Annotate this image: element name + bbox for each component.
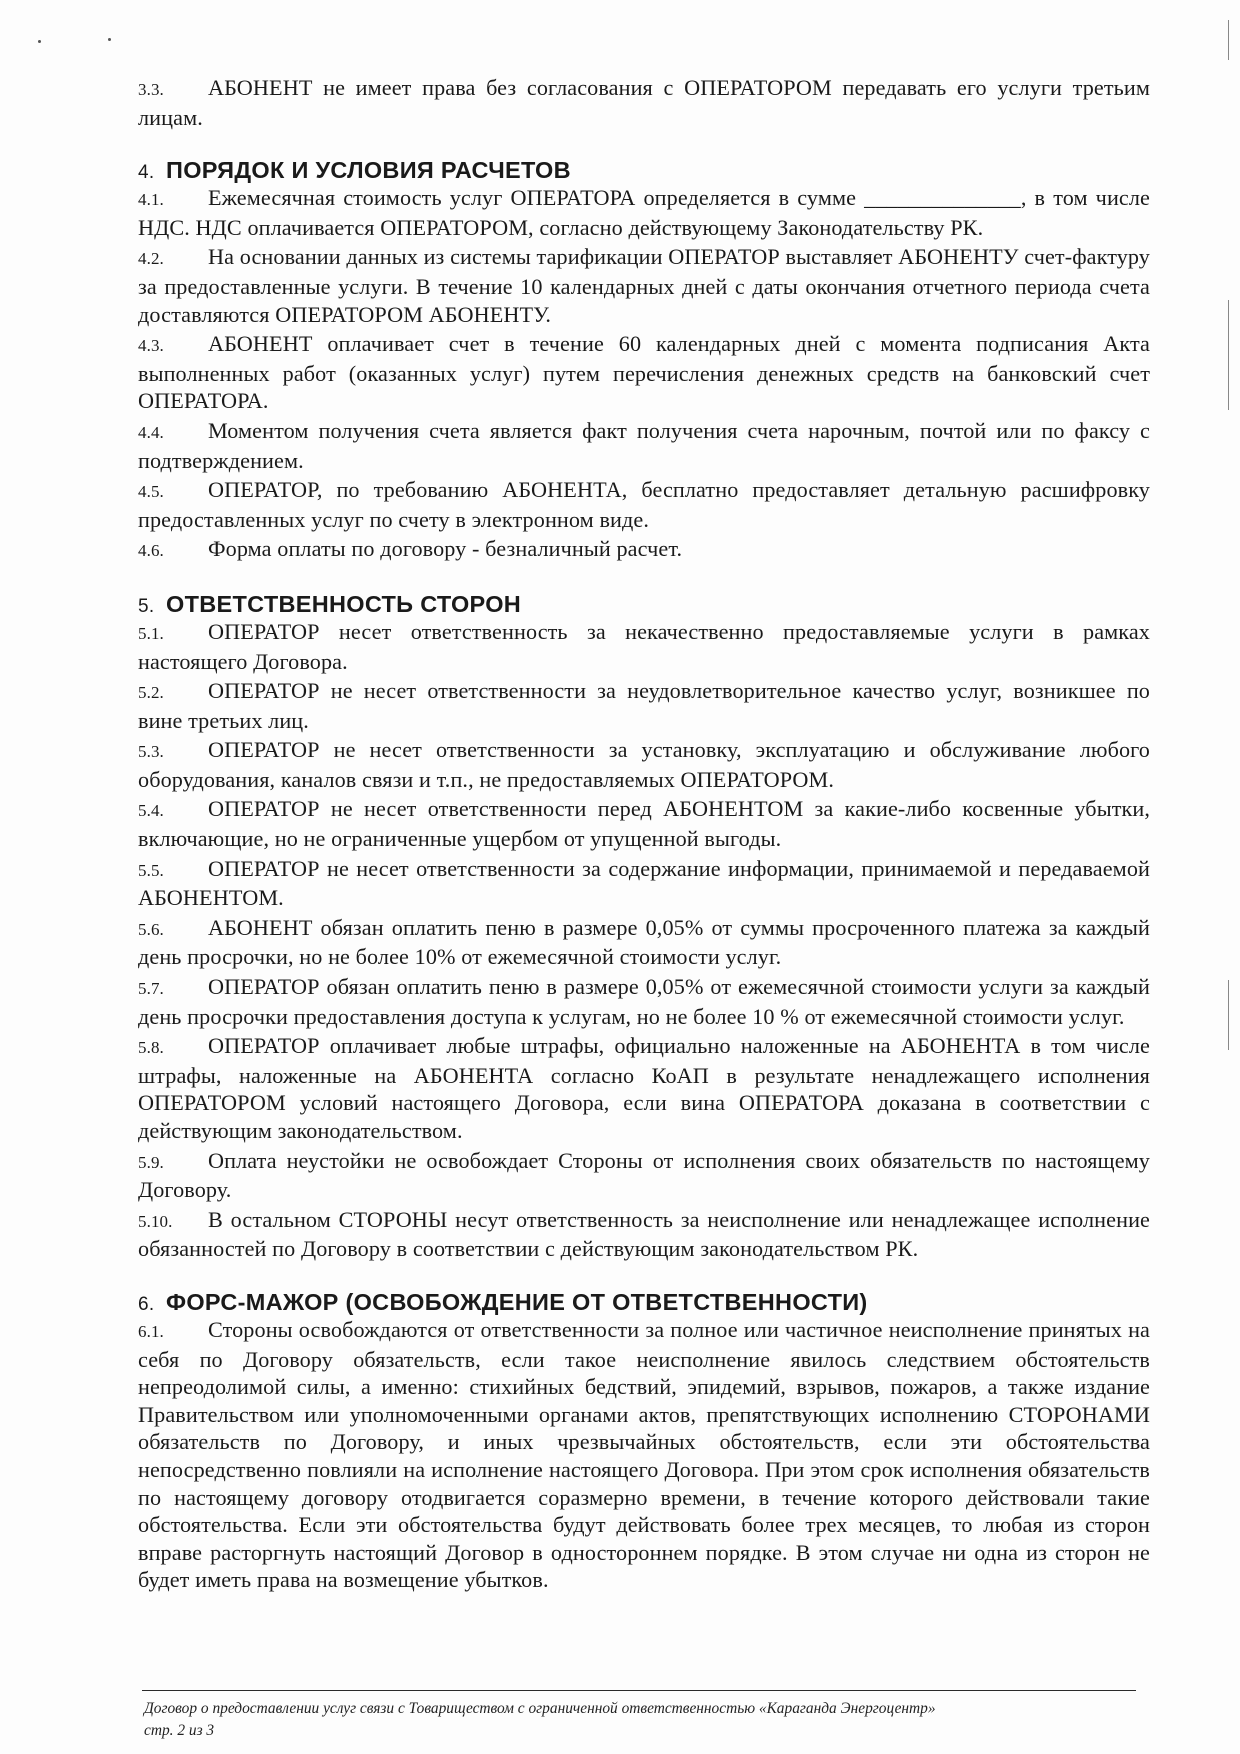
clause-number: 4.6. — [138, 541, 164, 561]
clause-number: 3.3. — [138, 80, 164, 99]
clause-4-4 — [138, 417, 1150, 474]
scan-speck — [108, 38, 111, 41]
section-6-heading — [138, 1289, 1150, 1316]
section-number: 5. — [138, 595, 155, 617]
clause-5-6 — [138, 914, 1150, 971]
clause-text: В остальном СТОРОНЫ несут ответственность за неисполнение или ненадлежащее исполнение обязанностей по Договору в соответствии с действующим законодательством РК. — [138, 1206, 1150, 1262]
clause-text: Стороны освобождаются от ответственности за полное или частичное неисполнение принятых на себя по Договору обязательств, если такое неисполнение явилось следствием обстоятельств непреодолимой силы, а именно: стихийных бедствий, эпидемий, взрывов, пожаров, а также издание Правительством или уполномоченными органами актов, препятствующих исполнению СТОРОНАМИ обязательств по Договору, и иных чрезвычайных обстоятельств, если эти обстоятельства непосредственно повлияли на исполнение настоящего Договора. При этом срок исполнения обязательств по настоящему договору отодвигается соразмерно времени, в течение которого действовали такие обстоятельства. Если эти обстоятельства будут действовать более трех месяцев, то любая из сторон вправе расторгнуть настоящий Договор в одностороннем порядке. В этом случае ни одна из сторон не будет иметь права на возмещение убытков. — [138, 1316, 1150, 1593]
clause-number: 5.5. — [138, 860, 164, 880]
clause-number: 4.2. — [138, 249, 164, 269]
clause-5-1 — [138, 618, 1150, 675]
clause-5-9 — [138, 1147, 1150, 1204]
section-5-heading — [138, 591, 1150, 618]
clause-number: 5.2. — [138, 683, 164, 703]
clause-text: ОПЕРАТОР несет ответственность за некачественно предоставляемые услуги в рамках настоящего Договора. — [138, 618, 1150, 674]
clause-number: 5.7. — [138, 979, 164, 999]
section-title: ФОРС-МАЖОР (ОСВОБОЖДЕНИЕ ОТ ОТВЕТСТВЕННОСТИ) — [166, 1288, 868, 1315]
clause-4-1 — [138, 184, 1150, 241]
clause-4-3 — [138, 330, 1150, 415]
clause-number: 5.8. — [138, 1038, 164, 1058]
section-title: ПОРЯДОК И УСЛОВИЯ РАСЧЕТОВ — [166, 157, 571, 184]
clause-3-3 — [138, 74, 1150, 131]
clause-number: 4.1. — [138, 190, 164, 210]
clause-number: 6.1. — [138, 1321, 164, 1341]
scan-edge-mark — [1228, 300, 1229, 410]
clause-text: ОПЕРАТОР не несет ответственности за установку, эксплуатацию и обслуживание любого оборудования, каналов связи и т.п., не предоставляемых ОПЕРАТОРОМ. — [138, 737, 1150, 792]
clause-text: На основании данных из системы тарификации ОПЕРАТОР выставляет АБОНЕНТУ счет-фактуру за предоставленные услуги. В течение 10 календарных дней с даты окончания отчетного периода счета доставляются ОПЕРАТОРОМ АБОНЕНТУ. — [138, 244, 1150, 327]
clause-number: 5.3. — [138, 742, 164, 762]
footer-divider — [142, 1690, 1136, 1691]
clause-text: ОПЕРАТОР, по требованию АБОНЕНТА, бесплатно предоставляет детальную расшифровку предоставленных услуг по счету в электронном виде. — [138, 477, 1150, 532]
clause-5-4 — [138, 795, 1150, 852]
clause-text: ОПЕРАТОР не несет ответственности за неудовлетворительное качество услуг, возникшее по вине третьих лиц. — [138, 678, 1150, 733]
footer-page-number: стр. 2 из 3 — [144, 1722, 215, 1739]
clause-4-6 — [138, 535, 1150, 565]
clause-number: 5.4. — [138, 801, 164, 821]
clause-number: 5.1. — [138, 623, 164, 643]
clause-text: Ежемесячная стоимость услуг ОПЕРАТОРА определяется в сумме ______________, в том числе НДС. НДС оплачивается ОПЕРАТОРОМ, согласно действующему Законодательству РК. — [138, 185, 1150, 240]
clause-number: 4.4. — [138, 422, 164, 442]
footer-contract-title: Договор о предоставлении услуг связи с Товариществом с ограниченной ответственностью «Караганда Энергоцентр» — [144, 1700, 936, 1717]
clause-number: 5.10. — [138, 1211, 173, 1231]
clause-text: ОПЕРАТОР не несет ответственности перед АБОНЕНТОМ за какие-либо косвенные убытки, включающие, но не ограниченные ущербом от упущенной выгоды. — [138, 796, 1150, 852]
clause-number: 4.3. — [138, 336, 164, 356]
clause-5-5 — [138, 855, 1150, 912]
clause-5-10 — [138, 1206, 1150, 1263]
document-body — [138, 74, 1150, 1596]
clause-number: 4.5. — [138, 482, 164, 502]
clause-text: АБОНЕНТ не имеет права без согласования с ОПЕРАТОРОМ передавать его услуги третьим лицам. — [138, 75, 1150, 130]
section-title: ОТВЕТСТВЕННОСТЬ СТОРОН — [166, 590, 522, 617]
clause-5-2 — [138, 677, 1150, 734]
scan-edge-mark — [1228, 20, 1229, 60]
clause-text: Оплата неустойки не освобождает Стороны от исполнения своих обязательств по настоящему Договору. — [138, 1147, 1150, 1203]
clause-text: АБОНЕНТ оплачивает счет в течение 60 календарных дней с момента подписания Акта выполненных работ (оказанных услуг) путем перечисления денежных средств на банковский счет ОПЕРАТОРА. — [138, 331, 1150, 414]
clause-text: ОПЕРАТОР не несет ответственности за содержание информации, принимаемой и передаваемой АБОНЕНТОМ. — [138, 855, 1150, 911]
clause-number: 5.9. — [138, 1152, 164, 1172]
page-footer — [144, 1698, 1144, 1742]
clause-6-1 — [138, 1316, 1150, 1594]
scan-speck — [38, 40, 41, 43]
scan-edge-mark — [1228, 980, 1229, 1050]
clause-4-5 — [138, 476, 1150, 533]
section-4-heading — [138, 157, 1150, 184]
clause-5-3 — [138, 736, 1150, 793]
section-number: 4. — [138, 162, 155, 184]
clause-text: Форма оплаты по договору - безналичный расчет. — [208, 536, 683, 562]
clause-5-7 — [138, 973, 1150, 1030]
clause-text: ОПЕРАТОР обязан оплатить пеню в размере 0,05% от ежемесячной стоимости услуги за каждый день просрочки предоставления доступа к услугам, но не более 10 % от ежемесячной стоимости услуг. — [138, 974, 1150, 1029]
clause-4-2 — [138, 243, 1150, 328]
clause-text: ОПЕРАТОР оплачивает любые штрафы, официально наложенные на АБОНЕНТА в том числе штрафы, наложенные на АБОНЕНТА согласно КоАП в результате ненадлежащего исполнения ОПЕРАТОРОМ условий настоящего Договора, если вина ОПЕРАТОРА доказана в соответствии с действующим законодательством. — [138, 1033, 1150, 1143]
clause-text: Моментом получения счета является факт получения счета нарочным, почтой или по факсу с подтверждением. — [138, 417, 1150, 473]
clause-5-8 — [138, 1032, 1150, 1144]
clause-text: АБОНЕНТ обязан оплатить пеню в размере 0,05% от суммы просроченного платежа за каждый день просрочки, но не более 10% от ежемесячной стоимости услуг. — [138, 914, 1150, 970]
clause-number: 5.6. — [138, 919, 164, 939]
section-number: 6. — [138, 1293, 155, 1315]
